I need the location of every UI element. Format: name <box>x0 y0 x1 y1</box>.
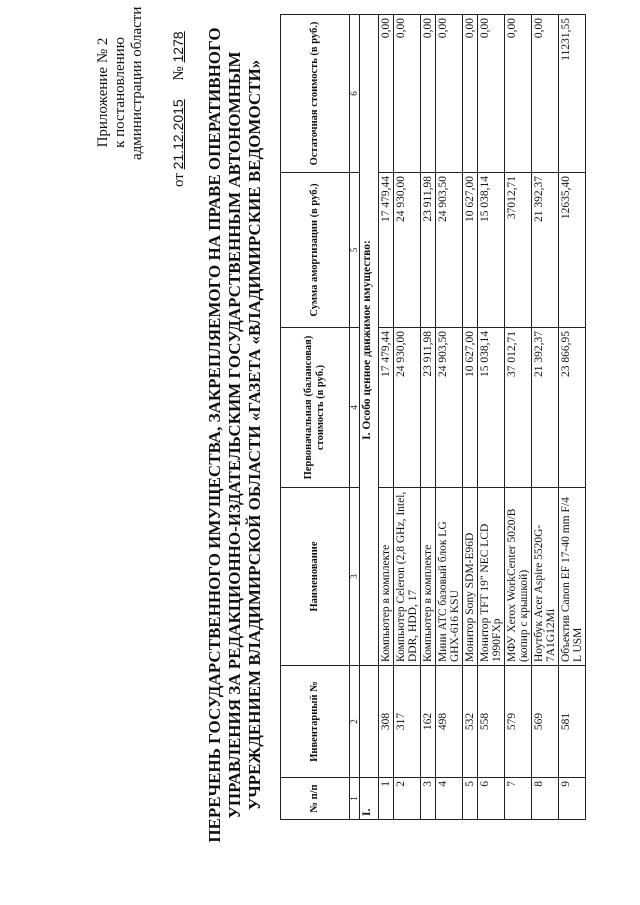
table-row <box>421 15 436 820</box>
residual-cost: 11231,55 <box>559 15 586 173</box>
header-residual: Остаточная стоимость (в руб.) <box>281 15 350 173</box>
inventory-number: 317 <box>394 666 421 778</box>
residual-cost: 0,00 <box>463 15 478 173</box>
amortization-sum: 23 911,98 <box>421 173 436 328</box>
title-line-2: УПРАВЛЕНИЯ ЗА РЕДАКЦИОННО-ИЗДАТЕЛЬСКИМ ГОСУДАРСТВЕННЫМ АВТОНОМНЫМ <box>225 51 244 819</box>
decree-number: 1278 <box>170 31 186 63</box>
initial-cost: 21 392,37 <box>532 328 559 488</box>
item-name: Монитор Sony SDM-E96D <box>463 488 478 666</box>
item-name: Монитор TFT 19" NEC LCD 1990FXp <box>478 488 505 666</box>
number-label: № <box>171 66 187 81</box>
section-row <box>360 15 379 820</box>
row-number: 6 <box>478 778 505 820</box>
header-inventory: Инвентарный № <box>281 666 350 778</box>
item-name: Объектив Canon EF 17-40 mm F/4 L USM <box>559 488 586 666</box>
row-number: 1 <box>379 778 394 820</box>
row-number: 7 <box>505 778 532 820</box>
col-number: 6 <box>350 15 360 173</box>
row-number: 2 <box>394 778 421 820</box>
residual-cost: 0,00 <box>379 15 394 173</box>
row-number: 4 <box>436 778 463 820</box>
amortization-sum: 10 627,00 <box>463 173 478 328</box>
document-title <box>205 5 265 865</box>
decree-date-line <box>170 0 188 187</box>
table-row <box>436 15 463 820</box>
table-row <box>505 15 532 820</box>
section-spacer <box>360 666 379 778</box>
section-number: I. <box>360 778 379 820</box>
amortization-sum: 24 903,50 <box>436 173 463 328</box>
item-name: Мини АТС базовый блок LG GHX-616 KSU <box>436 488 463 666</box>
column-number-row <box>350 15 360 820</box>
row-number: 5 <box>463 778 478 820</box>
header-name: Наименование <box>281 488 350 666</box>
inventory-number: 498 <box>436 666 463 778</box>
initial-cost: 24 903,50 <box>436 328 463 488</box>
residual-cost: 0,00 <box>436 15 463 173</box>
header-number: № п/п <box>281 778 350 820</box>
inventory-number: 579 <box>505 666 532 778</box>
col-number: 5 <box>350 173 360 328</box>
header-initial-cost: Первоначальная (балансовая) стоимость (в руб.) <box>281 328 350 488</box>
table-row <box>394 15 421 820</box>
inventory-number: 162 <box>421 666 436 778</box>
residual-cost: 0,00 <box>532 15 559 173</box>
item-name: Компьютер в комплекте <box>421 488 436 666</box>
item-name: МФУ Xerox WorkCenter 5020/B (копир с крышкой) <box>505 488 532 666</box>
initial-cost: 17 479,44 <box>379 328 394 488</box>
appendix-block <box>95 6 146 160</box>
row-number: 8 <box>532 778 559 820</box>
section-title: I. Особо ценное движимое имущество: <box>360 15 379 666</box>
inventory-number: 569 <box>532 666 559 778</box>
table-row <box>478 15 505 820</box>
amortization-sum: 37012,71 <box>505 173 532 328</box>
title-line-1: ПЕРЕЧЕНЬ ГОСУДАРСТВЕННОГО ИМУЩЕСТВА, ЗАКРЕПЛЯЕМОГО НА ПРАВЕ ОПЕРАТИВНОГО <box>205 27 224 843</box>
col-number: 2 <box>350 666 360 778</box>
row-number: 9 <box>559 778 586 820</box>
header-amortization: Сумма амортизации (в руб.) <box>281 173 350 328</box>
amortization-sum: 17 479,44 <box>379 173 394 328</box>
table-row <box>379 15 394 820</box>
initial-cost: 23 866,95 <box>559 328 586 488</box>
appendix-line-3: администрации области <box>129 6 145 160</box>
residual-cost: 0,00 <box>421 15 436 173</box>
initial-cost: 37 012,71 <box>505 328 532 488</box>
initial-cost: 15 038,14 <box>478 328 505 488</box>
appendix-line-1: Приложение № 2 <box>95 37 111 148</box>
inventory-number: 308 <box>379 666 394 778</box>
initial-cost: 23 911,98 <box>421 328 436 488</box>
inventory-number: 581 <box>559 666 586 778</box>
inventory-number: 558 <box>478 666 505 778</box>
inventory-number: 532 <box>463 666 478 778</box>
appendix-line-2: к постановлению <box>112 37 128 148</box>
row-number: 3 <box>421 778 436 820</box>
property-table <box>280 14 586 820</box>
table-row <box>532 15 559 820</box>
amortization-sum: 12635,40 <box>559 173 586 328</box>
residual-cost: 0,00 <box>394 15 421 173</box>
residual-cost: 0,00 <box>505 15 532 173</box>
item-name: Компьютер Celeron (2,8 GHz, Intel, DDR, HDD, 17 <box>394 488 421 666</box>
col-number: 3 <box>350 488 360 666</box>
date-prefix: от <box>171 173 187 187</box>
amortization-sum: 15 038,14 <box>478 173 505 328</box>
col-number: 4 <box>350 328 360 488</box>
decree-date: 21.12.2015 <box>170 99 186 170</box>
amortization-sum: 24 930,00 <box>394 173 421 328</box>
table-header-row <box>281 15 350 820</box>
col-number: 1 <box>350 778 360 820</box>
item-name: Ноутбук Acer Aspire 5520G-7A1G12Mi <box>532 488 559 666</box>
initial-cost: 10 627,00 <box>463 328 478 488</box>
residual-cost: 0,00 <box>478 15 505 173</box>
initial-cost: 24 930,00 <box>394 328 421 488</box>
item-name: Компьютер в комплекте <box>379 488 394 666</box>
table-row <box>463 15 478 820</box>
title-line-3: УЧРЕЖДЕНИЕМ ВЛАДИМИРСКОЙ ОБЛАСТИ «ГАЗЕТА «ВЛАДИМИРСКИЕ ВЕДОМОСТИ» <box>245 59 264 811</box>
table-row <box>559 15 586 820</box>
amortization-sum: 21 392,37 <box>532 173 559 328</box>
